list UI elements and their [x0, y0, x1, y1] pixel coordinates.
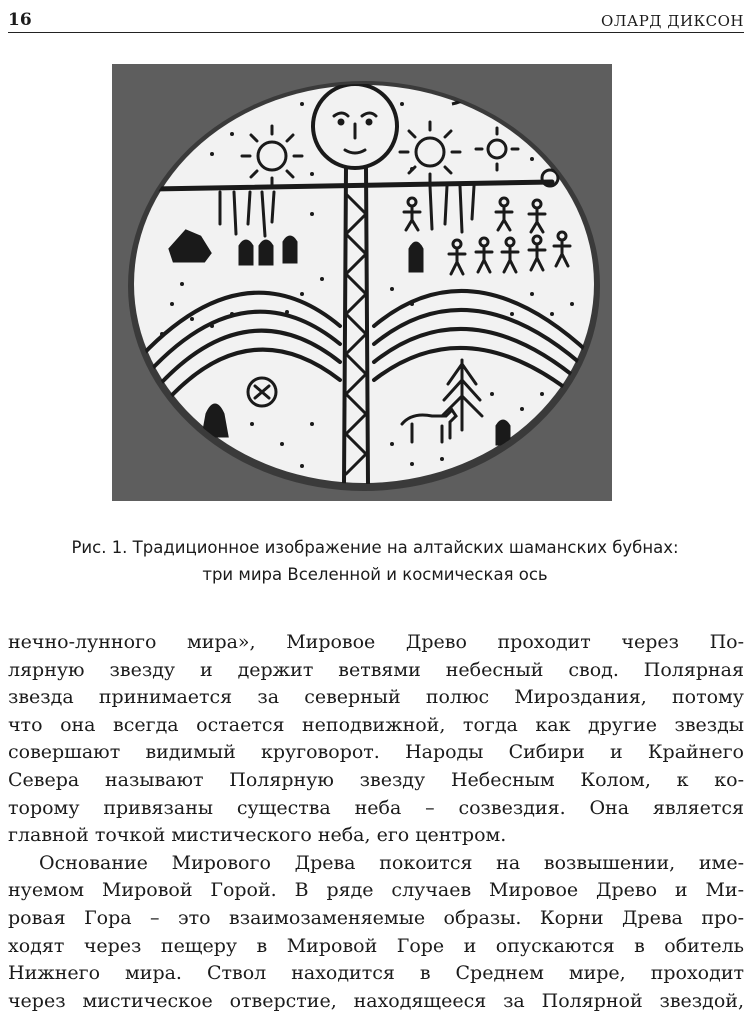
text-line: через мистическое отверстие, находящееся за Полярной звездой,	[8, 989, 744, 1012]
text-line: лярную звезду и держит ветвями небесный свод. Полярная	[8, 658, 744, 681]
running-head: ОЛАРД ДИКСОН	[601, 12, 744, 30]
text-line: нечно-лунного мира», Мировое Древо проходит через По-	[8, 631, 744, 653]
text-line: Нижнего мира. Ствол находится в Среднем мире, проходит	[8, 962, 744, 985]
text-line: Севера называют Полярную звезду Небесным Колом, к ко-	[8, 768, 744, 791]
body-text	[8, 629, 744, 1015]
caption-line-2: три мира Вселенной и космическая ось	[202, 565, 548, 584]
shaman-drum-figure	[112, 64, 612, 501]
text-line: звезда принимается за северный полюс Мироздания, потому	[8, 686, 744, 709]
text-line: главной точкой мистического неба, его центром.	[8, 824, 507, 847]
page-number: 16	[8, 10, 32, 30]
text-line: ходят через пещеру в Мировой Горе и опускаются в обитель	[8, 934, 744, 957]
text-line: нуемом Мировой Горой. В ряде случаев Мировое Древо и Ми-	[8, 879, 744, 902]
text-line: Основание Мирового Древа покоится на возвышении, име-	[39, 851, 744, 874]
text-line: что она всегда остается неподвижной, тогда как другие звезды	[8, 713, 744, 736]
shaman-drum-illustration	[112, 64, 612, 501]
text-line: ровая Гора – это взаимозаменяемые образы. Корни Древа про-	[8, 906, 744, 929]
drum-face	[134, 85, 594, 483]
text-line: торому привязаны существа неба – созвездия. Она является	[8, 796, 744, 819]
figure-caption	[0, 534, 750, 588]
page-header	[8, 4, 744, 33]
caption-line-1: Рис. 1. Традиционное изображение на алтайских шаманских бубнах:	[71, 538, 679, 557]
text-line: совершают видимый круговорот. Народы Сибири и Крайнего	[8, 741, 744, 764]
